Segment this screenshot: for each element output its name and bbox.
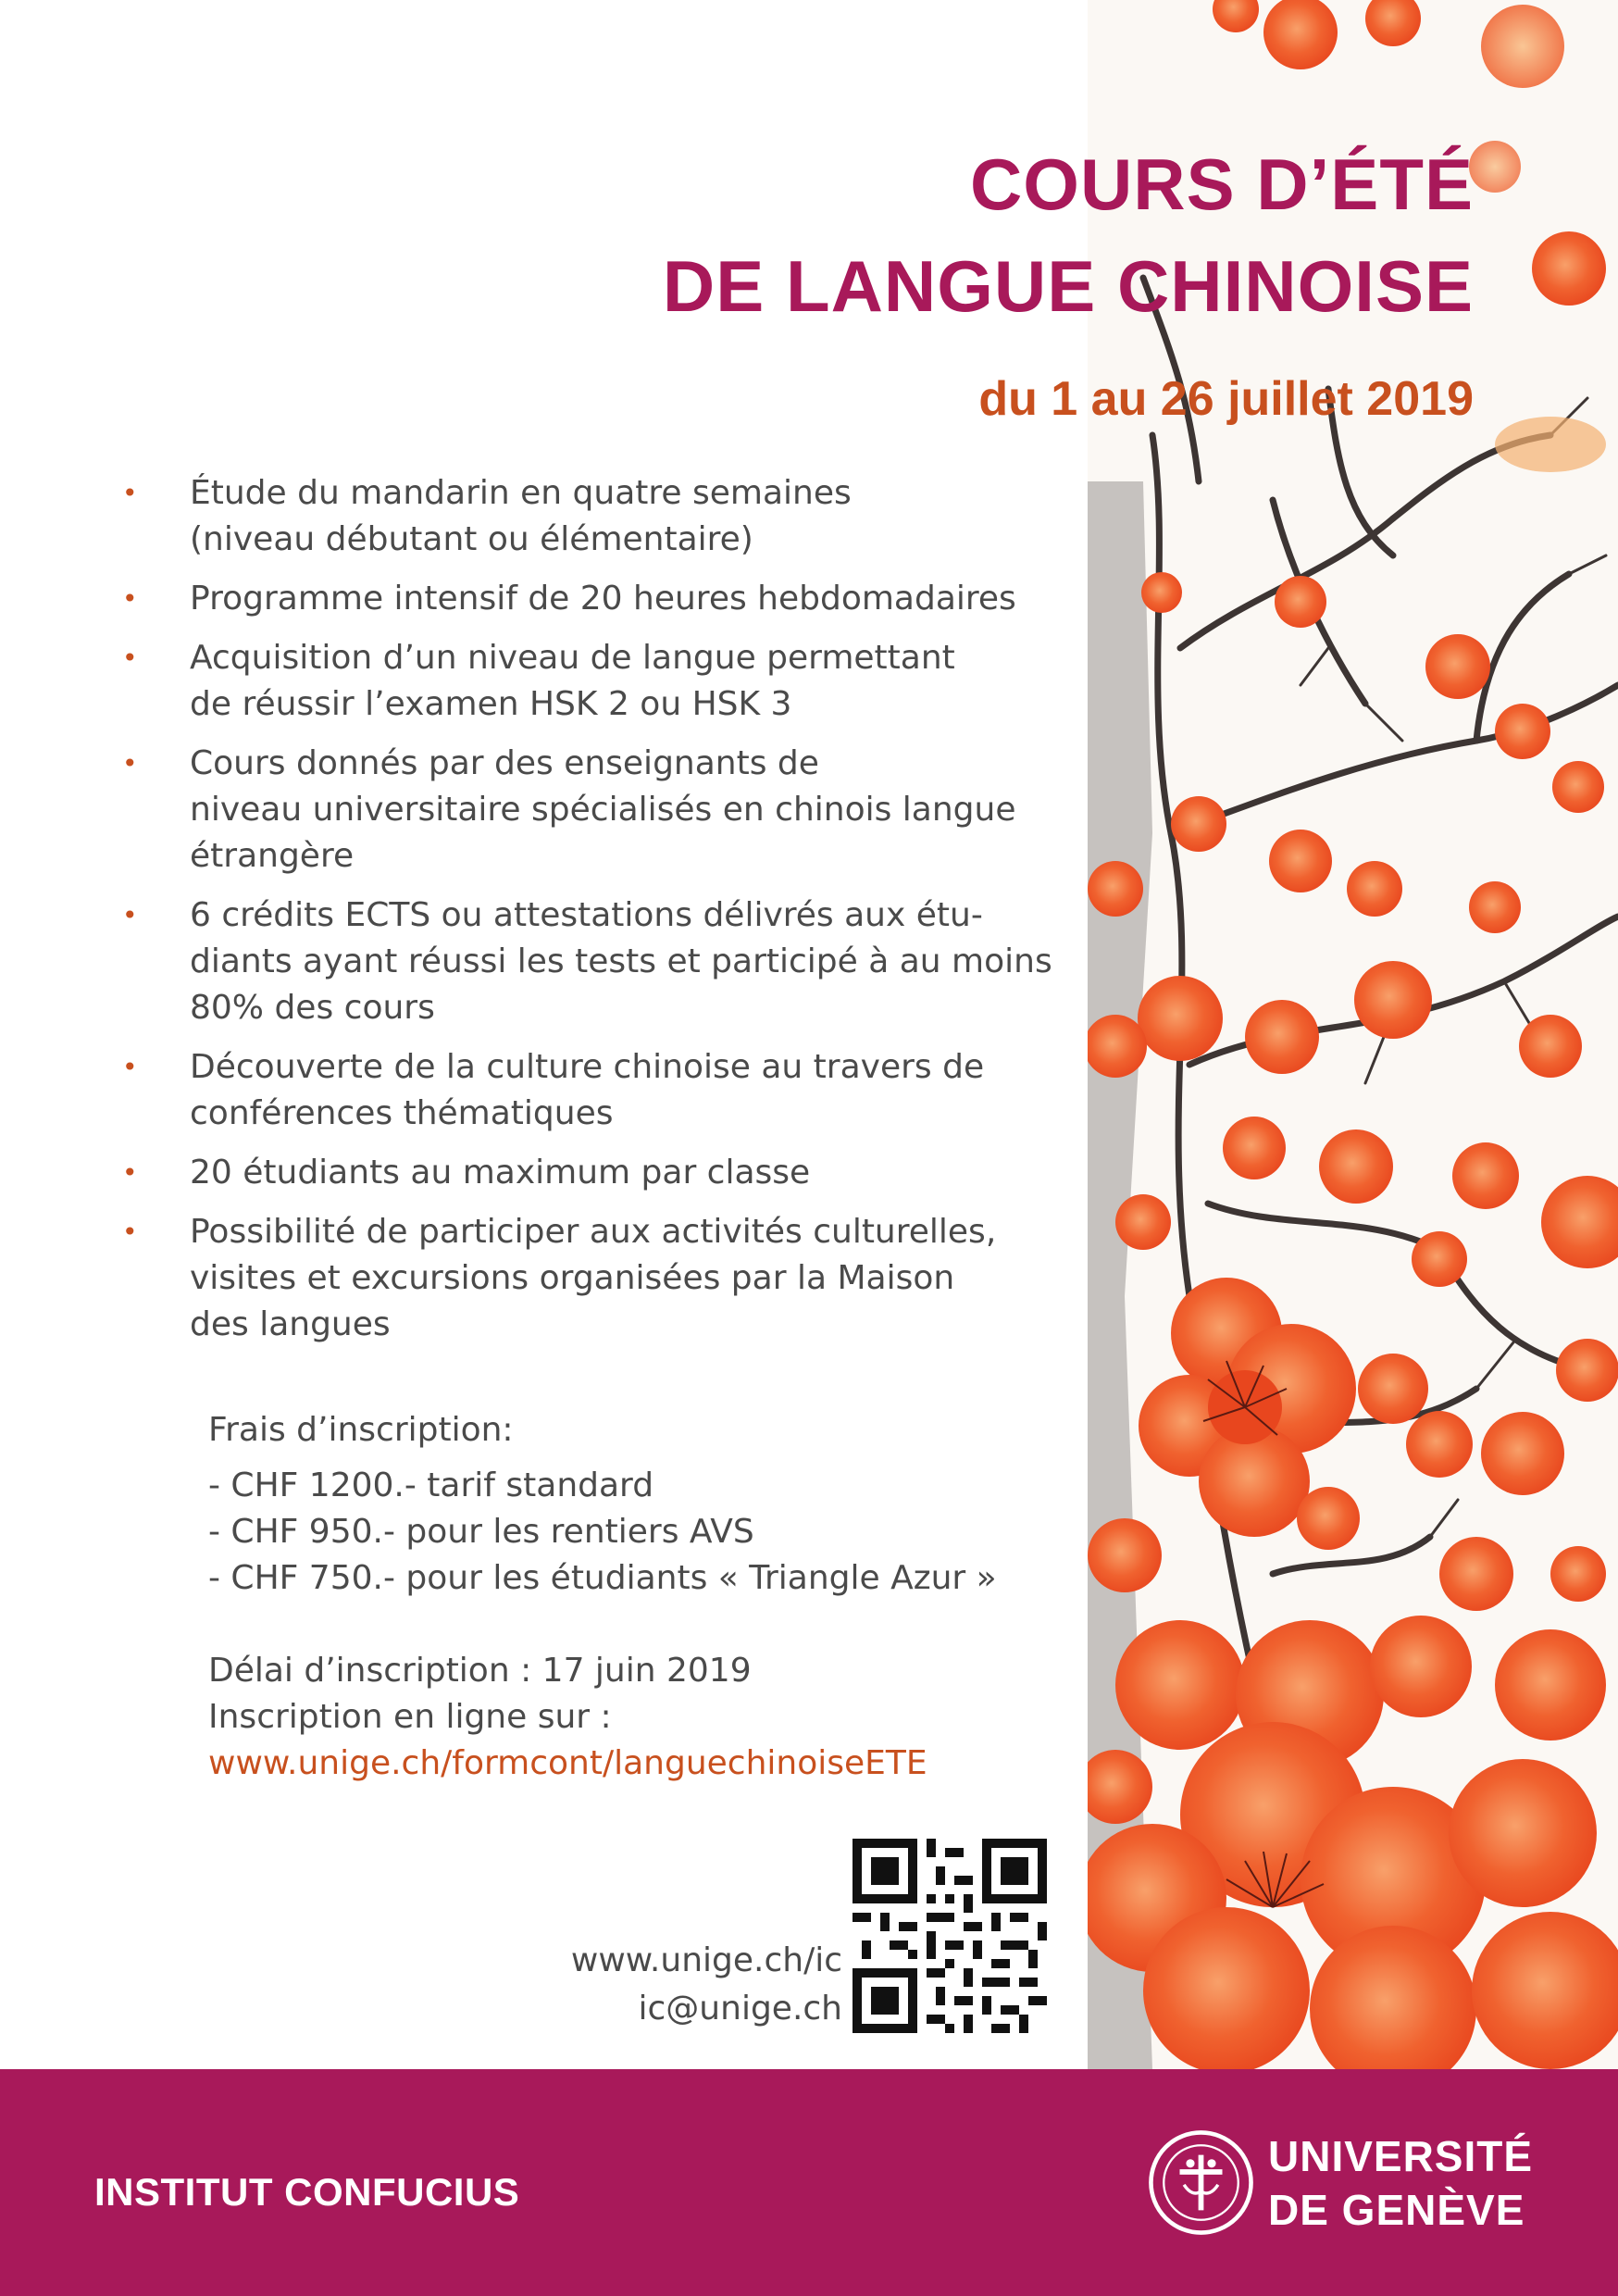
list-item: [120, 1044, 1083, 1137]
bullet-icon: •: [122, 643, 138, 673]
features-list: [120, 470, 1083, 1361]
page-title-line2: DE LANGUE CHINOISE: [662, 245, 1474, 327]
list-item: [120, 741, 1083, 880]
list-item: [120, 635, 1083, 728]
bullet-icon: •: [122, 583, 138, 614]
online-registration-label: Inscription en ligne sur :: [208, 1698, 612, 1736]
fee-item: - CHF 1200.- tarif standard: [208, 1466, 654, 1504]
bullet-icon: •: [122, 748, 138, 779]
list-item: [120, 892, 1083, 1031]
bullet-icon: •: [122, 900, 138, 930]
email-link[interactable]: ic@unige.ch: [638, 1990, 842, 2028]
registration-link[interactable]: www.unige.ch/formcont/languechinoiseETE: [208, 1744, 927, 1782]
university-name-line1: UNIVERSITÉ: [1268, 2132, 1534, 2180]
fee-item: - CHF 750.- pour les étudiants « Triangle Azur »: [208, 1559, 997, 1597]
list-item-text: Acquisition d’un niveau de langue permettant de réussir l’examen HSK 2 ou HSK 3: [190, 639, 955, 723]
registration-info: [208, 1407, 1041, 1787]
list-item: [120, 576, 1083, 622]
bullet-icon: •: [122, 1217, 138, 1247]
registration-deadline: Délai d’inscription : 17 juin 2019: [208, 1652, 752, 1690]
website-link[interactable]: www.unige.ch/ic: [570, 1941, 842, 1979]
qr-code: [853, 1839, 1047, 2033]
list-item: [120, 1150, 1083, 1196]
contact-block: [571, 1937, 842, 2033]
list-item: [120, 1209, 1083, 1348]
course-dates: du 1 au 26 juillet 2019: [978, 372, 1474, 426]
fees-heading: Frais d’inscription:: [208, 1411, 514, 1449]
list-item-text: Étude du mandarin en quatre semaines (niveau débutant ou élémentaire): [190, 474, 852, 558]
bullet-icon: •: [122, 1052, 138, 1082]
page-title-line1: COURS D’ÉTÉ: [969, 144, 1474, 225]
list-item-text: Programme intensif de 20 heures hebdomadaires: [190, 580, 1016, 618]
bullet-icon: •: [122, 1157, 138, 1188]
bullet-icon: •: [122, 478, 138, 508]
university-seal-icon: [1148, 2129, 1254, 2236]
list-item-text: Découverte de la culture chinoise au travers de conférences thématiques: [190, 1048, 985, 1132]
list-item: [120, 470, 1083, 563]
university-name: [1268, 2129, 1533, 2237]
list-item-text: 6 crédits ECTS ou attestations délivrés aux étu- diants ayant réussi les tests et participé à au moins 80% des cours: [190, 896, 1052, 1027]
fee-item: - CHF 950.- pour les rentiers AVS: [208, 1513, 754, 1551]
university-name-line2: DE GENÈVE: [1268, 2186, 1525, 2234]
list-item-text: Possibilité de participer aux activités culturelles, visites et excursions organisées par la Maison des langues: [190, 1213, 997, 1343]
institute-name: INSTITUT CONFUCIUS: [94, 2170, 520, 2214]
list-item-text: 20 étudiants au maximum par classe: [190, 1154, 811, 1192]
list-item-text: Cours donnés par des enseignants de niveau universitaire spécialisés en chinois langue étrangère: [190, 744, 1016, 875]
